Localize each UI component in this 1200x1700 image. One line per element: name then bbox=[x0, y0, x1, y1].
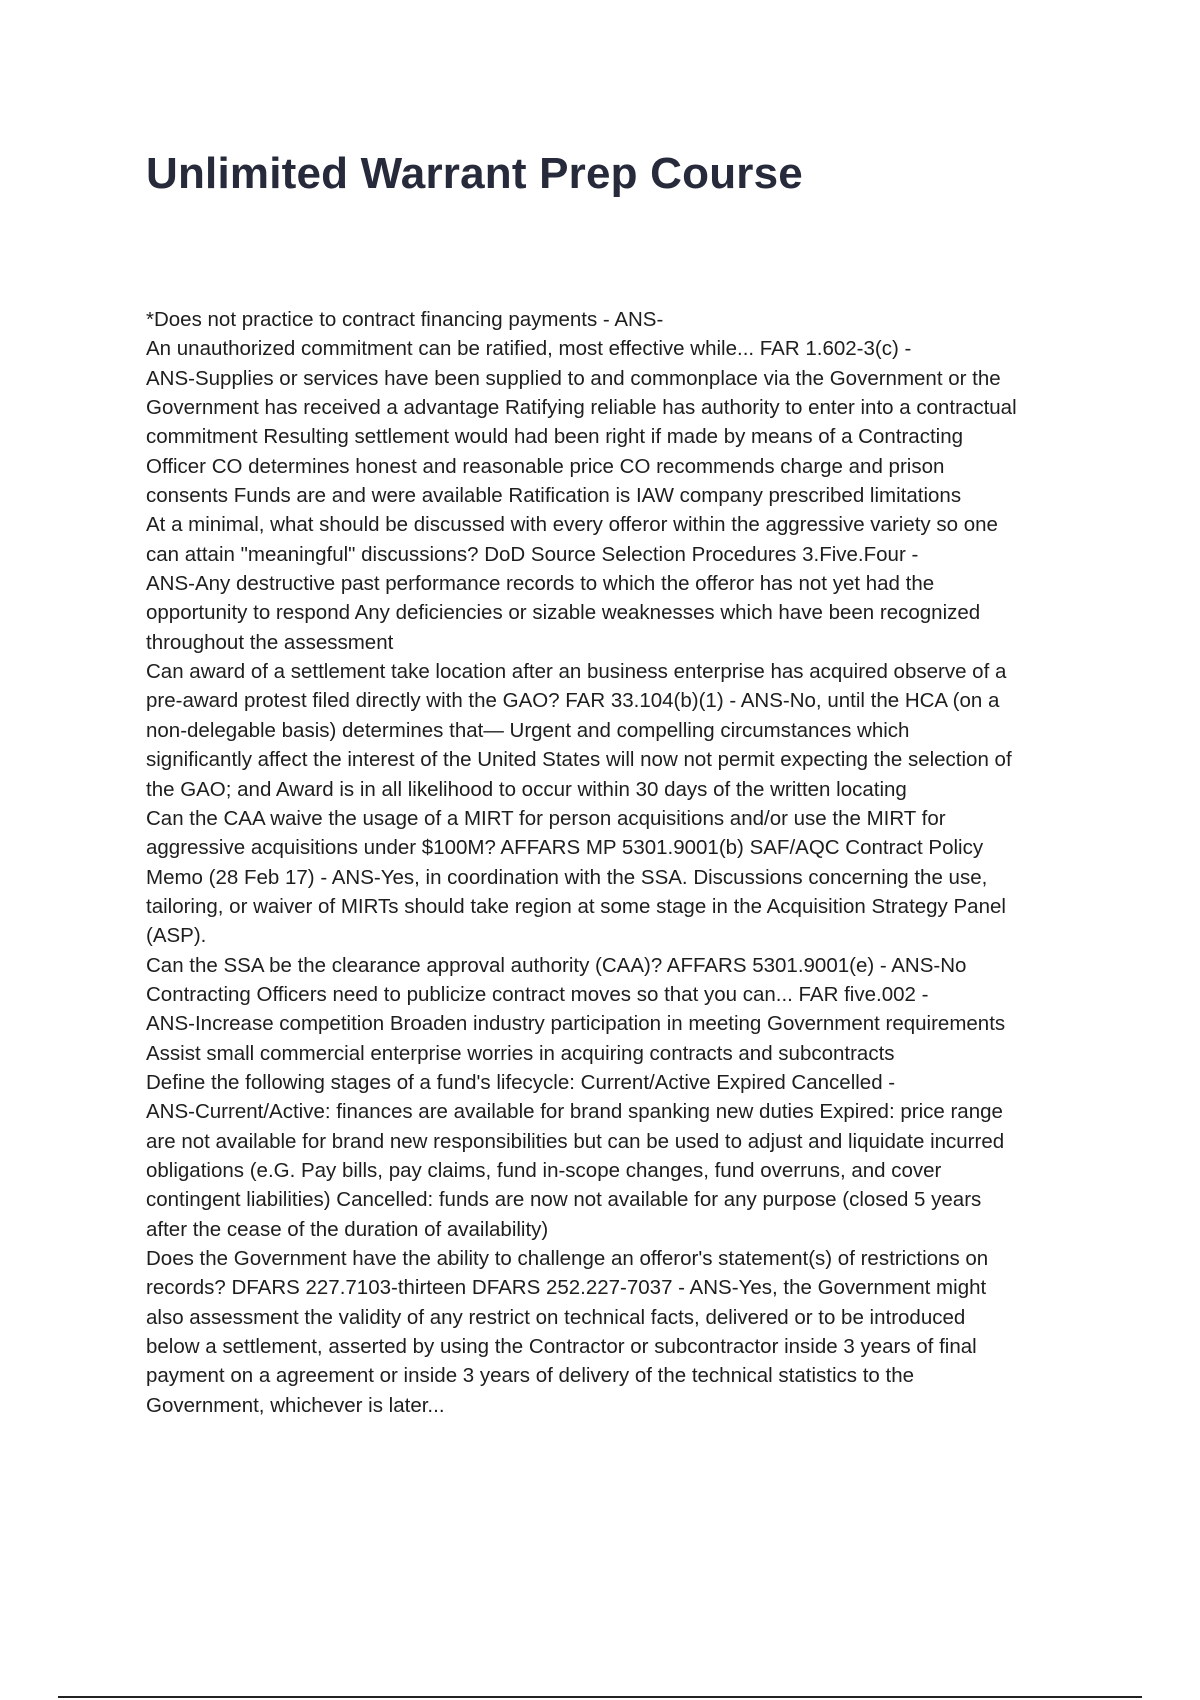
document-text-line: below a settlement, asserted by using the Contractor or subcontractor inside 3 years of final bbox=[146, 1335, 977, 1359]
document-text-line: (ASP). bbox=[146, 924, 207, 948]
document-text-line: Officer CO determines honest and reasonable price CO recommends charge and prison bbox=[146, 454, 945, 478]
document-text-line: Memo (28 Feb 17) - ANS-Yes, in coordination with the SSA. Discussions concerning the use, bbox=[146, 865, 988, 889]
document-text-line: An unauthorized commitment can be ratified, most effective while... FAR 1.602-3(c) - bbox=[146, 337, 912, 361]
document-text-line: can attain "meaningful" discussions? DoD Source Selection Procedures 3.Five.Four - bbox=[146, 542, 919, 566]
document-text-line: after the cease of the duration of availability) bbox=[146, 1217, 549, 1241]
document-text-line: payment on a agreement or inside 3 years of delivery of the technical statistics to the bbox=[146, 1364, 915, 1388]
document-text-line: consents Funds are and were available Ratification is IAW company prescribed limitations bbox=[146, 484, 962, 508]
document-text-line: Government has received a advantage Ratifying reliable has authority to enter into a contractual bbox=[146, 396, 1017, 420]
document-title: Unlimited Warrant Prep Course bbox=[146, 149, 803, 198]
document-text-line: the GAO; and Award is in all likelihood to occur within 30 days of the written locating bbox=[146, 777, 907, 801]
document-text-line: At a minimal, what should be discussed with every offeror within the aggressive variety so one bbox=[146, 513, 998, 537]
document-text-line: are not available for brand new responsibilities but can be used to adjust and liquidate incurred bbox=[146, 1129, 1005, 1153]
document-text-line: ANS-Supplies or services have been supplied to and commonplace via the Government or the bbox=[146, 366, 1001, 390]
document-text-line: tailoring, or waiver of MIRTs should take region at some stage in the Acquisition Strategy Panel bbox=[146, 894, 1006, 918]
document-text-line: records? DFARS 227.7103-thirteen DFARS 252.227-7037 - ANS-Yes, the Government might bbox=[146, 1276, 987, 1300]
document-text-line: Define the following stages of a fund's lifecycle: Current/Active Expired Cancelled - bbox=[146, 1070, 896, 1094]
document-text-line: Can award of a settlement take location after an business enterprise has acquired observe of a bbox=[146, 660, 1007, 684]
document-text-line: commitment Resulting settlement would had been right if made by means of a Contracting bbox=[146, 425, 963, 449]
document-text-line: ANS-Any destructive past performance records to which the offeror has not yet had the bbox=[146, 572, 935, 596]
document-text-line: *Does not practice to contract financing payments - ANS- bbox=[146, 308, 664, 331]
document-text-line: significantly affect the interest of the United States will now not permit expecting the selection of bbox=[146, 748, 1012, 772]
document-text-line: Can the CAA waive the usage of a MIRT for person acquisitions and/or use the MIRT for bbox=[146, 806, 946, 830]
document-text-line: also assessment the validity of any restrict on technical facts, delivered or to be introduced bbox=[146, 1305, 966, 1329]
document-text-line: ANS-Current/Active: finances are available for brand spanking new duties Expired: price range bbox=[146, 1100, 1003, 1124]
document-text-line: non-delegable basis) determines that— Urgent and compelling circumstances which bbox=[146, 718, 910, 742]
document-text-line: Contracting Officers need to publicize contract moves so that you can... FAR five.002 - bbox=[146, 982, 929, 1006]
document-text-line: Assist small commercial enterprise worries in acquiring contracts and subcontracts bbox=[146, 1041, 895, 1065]
document-text-line: aggressive acquisitions under $100M? AFFARS MP 5301.9001(b) SAF/AQC Contract Policy bbox=[146, 836, 984, 860]
document-text-line: Does the Government have the ability to challenge an offeror's statement(s) of restrictions on bbox=[146, 1247, 989, 1270]
document-text-line: throughout the assessment bbox=[146, 630, 394, 654]
document-text-line: Government, whichever is later... bbox=[146, 1393, 445, 1417]
document-text-line: Can the SSA be the clearance approval authority (CAA)? AFFARS 5301.9001(e) - ANS-No bbox=[146, 953, 967, 977]
document-body bbox=[146, 305, 1088, 1420]
document-text-line: ANS-Increase competition Broaden industry participation in meeting Government requirements bbox=[146, 1012, 1006, 1036]
document-text-line: obligations (e.G. Pay bills, pay claims, fund in-scope changes, fund overruns, and cover bbox=[146, 1158, 942, 1182]
document-text-line: pre-award protest filed directly with the GAO? FAR 33.104(b)(1) - ANS-No, until the HCA (on a bbox=[146, 689, 1000, 713]
document-text-line: contingent liabilities) Cancelled: funds are now not available for any purpose (closed 5 years bbox=[146, 1188, 982, 1212]
page-footer-divider bbox=[58, 1696, 1142, 1698]
document-text-line: opportunity to respond Any deficiencies or sizable weaknesses which have been recognized bbox=[146, 601, 981, 625]
